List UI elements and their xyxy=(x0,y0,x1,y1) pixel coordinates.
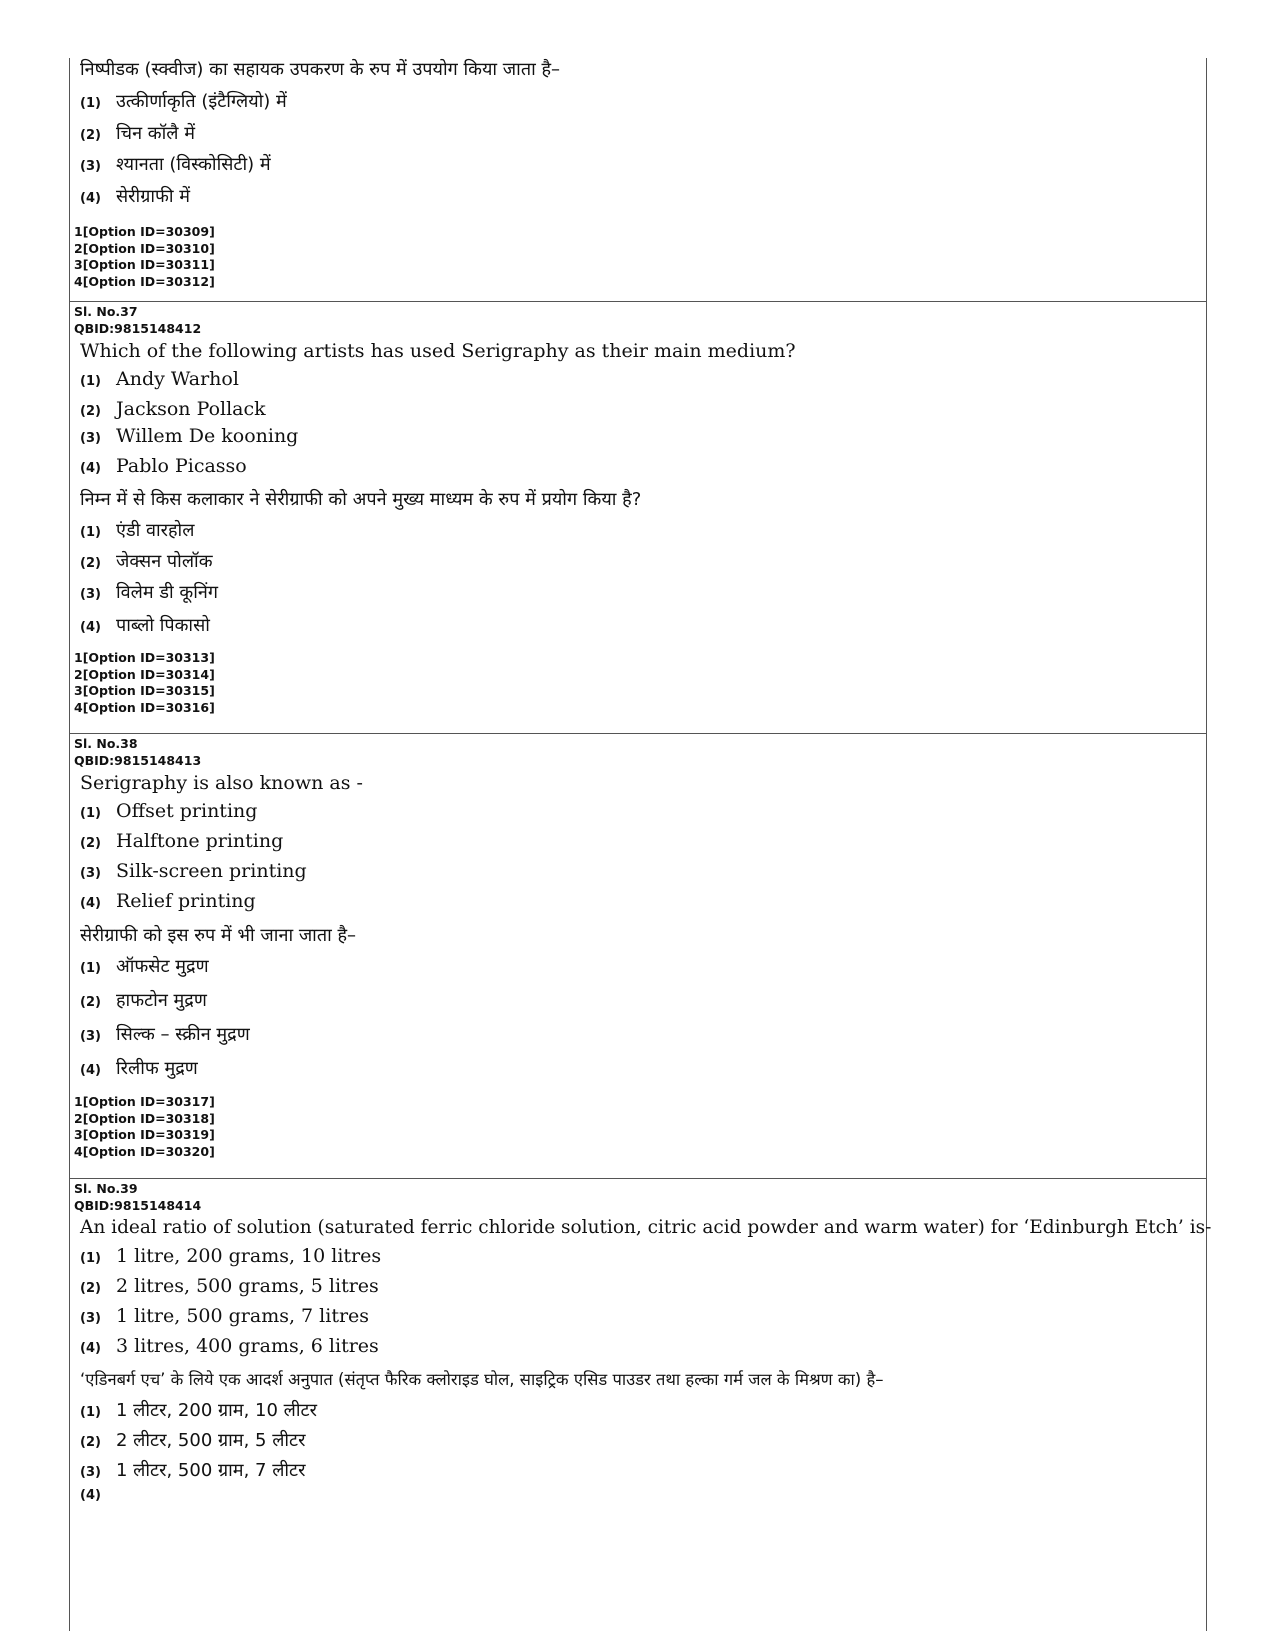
option-en-3: (3) Silk-screen printing xyxy=(80,860,307,882)
serial-number: Sl. No.37 xyxy=(74,304,138,319)
option-en-2: (2) 2 litres, 500 grams, 5 litres xyxy=(80,1275,379,1297)
right-border xyxy=(1206,58,1207,1631)
option-ids: 1[Option ID=30309] 2[Option ID=30310] 3[Option ID=30311] 4[Option ID=30312] xyxy=(74,224,215,289)
option-hi-4: (4) पाब्लो पिकासो xyxy=(80,615,210,636)
qbid: QBID:9815148413 xyxy=(74,752,202,768)
option-hi-1: (1) एंडी वारहोल xyxy=(80,520,195,541)
option-en-1: (1) Offset printing xyxy=(80,800,258,822)
option-ids: 1[Option ID=30317] 2[Option ID=30318] 3[Option ID=30319] 4[Option ID=30320] xyxy=(74,1094,215,1159)
option-en-2: (2) Halftone printing xyxy=(80,830,284,852)
question-hindi: निष्पीडक (स्क्वीज) का सहायक उपकरण के रुप में उपयोग किया जाता है– xyxy=(80,59,561,80)
question-hindi: निम्न में से किस कलाकार ने सेरीग्राफी को अपने मुख्य माध्यम के रुप में प्रयोग किया है? xyxy=(80,489,642,510)
option-en-4: (4) 3 litres, 400 grams, 6 litres xyxy=(80,1335,379,1357)
option-hi-1: (1) ऑफसेट मुद्रण xyxy=(80,956,209,977)
question-divider xyxy=(69,1178,1207,1179)
option-hi-2: (2) जेक्सन पोलॉक xyxy=(80,551,213,572)
option-hi-3: (3) विलेम डी कूनिंग xyxy=(80,582,218,603)
serial-number: Sl. No.39 xyxy=(74,1181,138,1196)
option-hi-1: (1) उत्कीर्णाकृति (इंटैग्लियो) में xyxy=(80,91,287,112)
option-hi-2: (2) हाफटोन मुद्रण xyxy=(80,990,207,1011)
option-ids: 1[Option ID=30313] 2[Option ID=30314] 3[Option ID=30315] 4[Option ID=30316] xyxy=(74,650,215,715)
question-divider xyxy=(69,733,1207,734)
option-en-4: (4) Pablo Picasso xyxy=(80,455,247,477)
question-hindi: ‘एडिनबर्ग एच’ के लिये एक आदर्श अनुपात (संतृप्त फैरिक क्लोराइड घोल, साइट्रिक एसिड पाउडर तथा हल्का गर्म जल के मिश्रण का) है– xyxy=(80,1370,884,1389)
option-en-3: (3) 1 litre, 500 grams, 7 litres xyxy=(80,1305,370,1327)
question-39 xyxy=(70,1181,1212,1516)
option-en-3: (3) Willem De kooning xyxy=(80,425,299,447)
option-en-2: (2) Jackson Pollack xyxy=(80,398,266,420)
question-38 xyxy=(70,736,1206,1160)
option-hi-3: (3) सिल्क – स्क्रीन मुद्रण xyxy=(80,1024,250,1045)
option-hi-2: (2) चिन कॉलै में xyxy=(80,123,195,144)
question-english: Which of the following artists has used Serigraphy as their main medium? xyxy=(80,340,796,362)
option-en-4: (4) Relief printing xyxy=(80,890,256,912)
option-en-1: (1) Andy Warhol xyxy=(80,368,239,390)
qbid: QBID:9815148412 xyxy=(74,320,202,336)
option-en-1: (1) 1 litre, 200 grams, 10 litres xyxy=(80,1245,382,1267)
serial-number: Sl. No.38 xyxy=(74,736,138,751)
option-hi-3: (3) 1 लीटर, 500 ग्राम, 7 लीटर xyxy=(80,1460,306,1481)
question-divider xyxy=(69,301,1207,302)
option-hi-4: (4) रिलीफ मुद्रण xyxy=(80,1058,198,1079)
question-english: Serigraphy is also known as - xyxy=(80,772,363,794)
option-hi-1: (1) 1 लीटर, 200 ग्राम, 10 लीटर xyxy=(80,1400,317,1421)
qbid: QBID:9815148414 xyxy=(74,1197,202,1213)
option-hi-3: (3) श्यानता (विस्कोसिटी) में xyxy=(80,154,271,175)
option-hi-2: (2) 2 लीटर, 500 ग्राम, 5 लीटर xyxy=(80,1430,306,1451)
option-hi-4: (4) xyxy=(80,1488,101,1503)
question-36-tail xyxy=(70,56,1206,290)
option-hi-4: (4) सेरीग्राफी में xyxy=(80,186,191,207)
question-37 xyxy=(70,304,1206,716)
question-english: An ideal ratio of solution (saturated ferric chloride solution, citric acid powder and warm water) for ‘Edinburgh Etch’ is- xyxy=(80,1217,1212,1238)
question-hindi: सेरीग्राफी को इस रुप में भी जाना जाता है– xyxy=(80,925,357,946)
